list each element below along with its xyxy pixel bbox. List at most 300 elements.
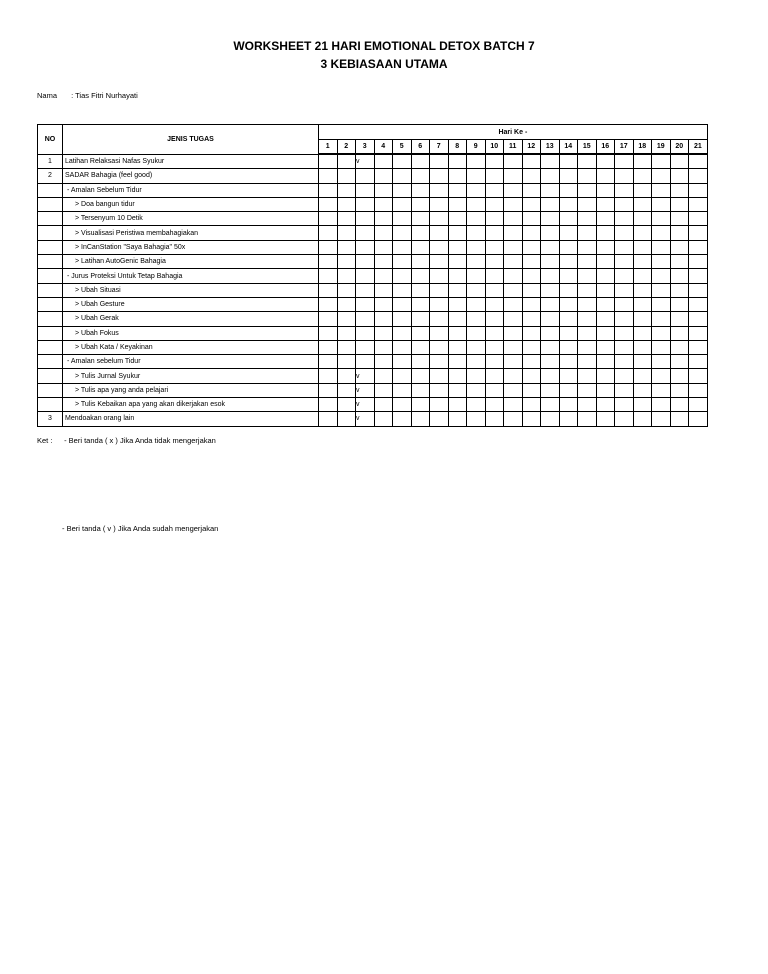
day-cell[interactable]	[467, 326, 486, 340]
day-cell[interactable]	[467, 154, 486, 169]
day-cell[interactable]	[356, 283, 375, 297]
day-cell[interactable]	[337, 183, 356, 197]
day-cell[interactable]	[578, 169, 597, 183]
day-cell[interactable]	[670, 197, 689, 211]
day-cell[interactable]	[319, 398, 338, 412]
day-cell[interactable]	[522, 269, 541, 283]
day-cell[interactable]	[356, 326, 375, 340]
day-cell[interactable]	[689, 326, 708, 340]
day-cell[interactable]	[448, 398, 467, 412]
day-cell[interactable]	[467, 369, 486, 383]
day-cell[interactable]	[374, 312, 393, 326]
day-cell[interactable]: v	[356, 154, 375, 169]
day-cell[interactable]	[689, 269, 708, 283]
day-cell[interactable]	[541, 154, 560, 169]
day-cell[interactable]	[559, 369, 578, 383]
day-cell[interactable]	[596, 169, 615, 183]
day-cell[interactable]	[504, 197, 523, 211]
day-cell[interactable]	[448, 383, 467, 397]
day-cell[interactable]	[467, 340, 486, 354]
day-cell[interactable]	[356, 269, 375, 283]
day-cell[interactable]	[430, 297, 449, 311]
day-cell[interactable]	[596, 312, 615, 326]
day-cell[interactable]	[374, 383, 393, 397]
day-cell[interactable]	[485, 169, 504, 183]
day-cell[interactable]	[393, 212, 412, 226]
day-cell[interactable]	[615, 297, 634, 311]
day-cell[interactable]	[504, 383, 523, 397]
day-cell[interactable]	[319, 269, 338, 283]
day-cell[interactable]	[578, 383, 597, 397]
day-cell[interactable]	[541, 383, 560, 397]
day-cell[interactable]	[541, 340, 560, 354]
day-cell[interactable]	[485, 154, 504, 169]
day-cell[interactable]	[393, 226, 412, 240]
day-cell[interactable]	[522, 283, 541, 297]
day-cell[interactable]	[430, 169, 449, 183]
day-cell[interactable]	[430, 154, 449, 169]
day-cell[interactable]	[559, 169, 578, 183]
day-cell[interactable]	[467, 283, 486, 297]
day-cell[interactable]	[411, 297, 430, 311]
day-cell[interactable]	[448, 212, 467, 226]
day-cell[interactable]	[652, 255, 671, 269]
day-cell[interactable]	[485, 340, 504, 354]
day-cell[interactable]	[652, 283, 671, 297]
day-cell[interactable]	[670, 312, 689, 326]
day-cell[interactable]	[615, 412, 634, 426]
day-cell[interactable]	[670, 369, 689, 383]
day-cell[interactable]	[578, 355, 597, 369]
day-cell[interactable]	[467, 240, 486, 254]
day-cell[interactable]	[430, 197, 449, 211]
day-cell[interactable]	[411, 412, 430, 426]
day-cell[interactable]	[485, 398, 504, 412]
day-cell[interactable]	[615, 183, 634, 197]
day-cell[interactable]	[393, 355, 412, 369]
day-cell[interactable]	[504, 226, 523, 240]
day-cell[interactable]	[485, 183, 504, 197]
day-cell[interactable]	[541, 326, 560, 340]
day-cell[interactable]	[319, 369, 338, 383]
day-cell[interactable]	[652, 169, 671, 183]
day-cell[interactable]	[522, 340, 541, 354]
day-cell[interactable]	[541, 312, 560, 326]
day-cell[interactable]: v	[356, 369, 375, 383]
day-cell[interactable]	[411, 383, 430, 397]
day-cell[interactable]	[522, 183, 541, 197]
day-cell[interactable]	[689, 226, 708, 240]
day-cell[interactable]	[541, 269, 560, 283]
day-cell[interactable]	[596, 340, 615, 354]
day-cell[interactable]	[319, 183, 338, 197]
day-cell[interactable]	[578, 226, 597, 240]
day-cell[interactable]	[652, 369, 671, 383]
day-cell[interactable]	[411, 240, 430, 254]
day-cell[interactable]	[615, 212, 634, 226]
day-cell[interactable]	[596, 154, 615, 169]
day-cell[interactable]	[578, 340, 597, 354]
day-cell[interactable]	[578, 297, 597, 311]
day-cell[interactable]	[485, 369, 504, 383]
day-cell[interactable]	[652, 326, 671, 340]
day-cell[interactable]	[319, 355, 338, 369]
day-cell[interactable]	[448, 340, 467, 354]
day-cell[interactable]	[504, 412, 523, 426]
day-cell[interactable]	[559, 183, 578, 197]
day-cell[interactable]	[374, 212, 393, 226]
day-cell[interactable]	[485, 326, 504, 340]
day-cell[interactable]	[652, 383, 671, 397]
day-cell[interactable]	[319, 326, 338, 340]
day-cell[interactable]	[430, 369, 449, 383]
day-cell[interactable]	[652, 226, 671, 240]
day-cell[interactable]	[615, 355, 634, 369]
day-cell[interactable]	[633, 226, 652, 240]
day-cell[interactable]	[448, 297, 467, 311]
day-cell[interactable]	[504, 297, 523, 311]
day-cell[interactable]	[541, 212, 560, 226]
day-cell[interactable]	[689, 240, 708, 254]
day-cell[interactable]	[559, 212, 578, 226]
day-cell[interactable]	[689, 154, 708, 169]
day-cell[interactable]	[467, 269, 486, 283]
day-cell[interactable]	[356, 355, 375, 369]
day-cell[interactable]	[430, 312, 449, 326]
day-cell[interactable]	[411, 283, 430, 297]
day-cell[interactable]	[448, 412, 467, 426]
day-cell[interactable]	[541, 297, 560, 311]
day-cell[interactable]	[633, 197, 652, 211]
day-cell[interactable]	[578, 412, 597, 426]
day-cell[interactable]	[578, 154, 597, 169]
day-cell[interactable]	[559, 355, 578, 369]
day-cell[interactable]	[411, 255, 430, 269]
day-cell[interactable]	[633, 398, 652, 412]
day-cell[interactable]	[319, 312, 338, 326]
day-cell[interactable]	[374, 197, 393, 211]
day-cell[interactable]	[448, 269, 467, 283]
day-cell[interactable]	[541, 355, 560, 369]
day-cell[interactable]	[504, 283, 523, 297]
day-cell[interactable]	[393, 312, 412, 326]
day-cell[interactable]	[504, 340, 523, 354]
day-cell[interactable]	[522, 412, 541, 426]
day-cell[interactable]	[337, 369, 356, 383]
day-cell[interactable]	[596, 297, 615, 311]
day-cell[interactable]	[485, 255, 504, 269]
day-cell[interactable]	[559, 297, 578, 311]
day-cell[interactable]	[374, 297, 393, 311]
day-cell[interactable]	[559, 383, 578, 397]
day-cell[interactable]	[356, 212, 375, 226]
day-cell[interactable]	[615, 154, 634, 169]
day-cell[interactable]	[541, 169, 560, 183]
day-cell[interactable]	[374, 269, 393, 283]
day-cell[interactable]	[337, 297, 356, 311]
day-cell[interactable]	[689, 197, 708, 211]
day-cell[interactable]	[596, 269, 615, 283]
day-cell[interactable]	[559, 412, 578, 426]
day-cell[interactable]	[633, 412, 652, 426]
day-cell[interactable]	[541, 412, 560, 426]
day-cell[interactable]	[596, 212, 615, 226]
day-cell[interactable]	[411, 355, 430, 369]
day-cell[interactable]	[411, 326, 430, 340]
day-cell[interactable]	[670, 212, 689, 226]
day-cell[interactable]	[615, 340, 634, 354]
day-cell[interactable]	[393, 169, 412, 183]
day-cell[interactable]	[615, 197, 634, 211]
day-cell[interactable]	[411, 169, 430, 183]
day-cell[interactable]	[522, 154, 541, 169]
day-cell[interactable]	[393, 340, 412, 354]
day-cell[interactable]	[670, 355, 689, 369]
day-cell[interactable]	[541, 255, 560, 269]
day-cell[interactable]	[559, 255, 578, 269]
day-cell[interactable]	[504, 355, 523, 369]
day-cell[interactable]	[337, 154, 356, 169]
day-cell[interactable]	[411, 183, 430, 197]
day-cell[interactable]	[652, 197, 671, 211]
day-cell[interactable]	[356, 183, 375, 197]
day-cell[interactable]	[559, 197, 578, 211]
day-cell[interactable]	[430, 340, 449, 354]
day-cell[interactable]	[652, 183, 671, 197]
day-cell[interactable]	[522, 312, 541, 326]
day-cell[interactable]	[522, 255, 541, 269]
day-cell[interactable]	[559, 226, 578, 240]
day-cell[interactable]	[689, 312, 708, 326]
day-cell[interactable]	[633, 312, 652, 326]
day-cell[interactable]	[522, 383, 541, 397]
day-cell[interactable]	[319, 255, 338, 269]
day-cell[interactable]	[559, 398, 578, 412]
day-cell[interactable]	[522, 326, 541, 340]
day-cell[interactable]	[411, 154, 430, 169]
day-cell[interactable]	[337, 197, 356, 211]
day-cell[interactable]	[430, 226, 449, 240]
day-cell[interactable]	[504, 326, 523, 340]
day-cell[interactable]	[615, 169, 634, 183]
day-cell[interactable]	[615, 255, 634, 269]
day-cell[interactable]	[504, 269, 523, 283]
day-cell[interactable]	[356, 197, 375, 211]
day-cell[interactable]	[319, 226, 338, 240]
day-cell[interactable]	[467, 226, 486, 240]
day-cell[interactable]	[541, 283, 560, 297]
day-cell[interactable]	[485, 197, 504, 211]
day-cell[interactable]	[689, 169, 708, 183]
day-cell[interactable]	[374, 326, 393, 340]
day-cell[interactable]	[559, 340, 578, 354]
day-cell[interactable]	[689, 183, 708, 197]
day-cell[interactable]	[689, 340, 708, 354]
day-cell[interactable]	[522, 240, 541, 254]
day-cell[interactable]	[633, 183, 652, 197]
day-cell[interactable]	[411, 398, 430, 412]
day-cell[interactable]	[633, 297, 652, 311]
day-cell[interactable]	[670, 283, 689, 297]
day-cell[interactable]	[596, 398, 615, 412]
day-cell[interactable]	[356, 169, 375, 183]
day-cell[interactable]	[615, 398, 634, 412]
day-cell[interactable]	[485, 283, 504, 297]
day-cell[interactable]	[559, 326, 578, 340]
day-cell[interactable]	[504, 212, 523, 226]
day-cell[interactable]	[467, 412, 486, 426]
day-cell[interactable]	[374, 412, 393, 426]
day-cell[interactable]	[448, 197, 467, 211]
day-cell[interactable]	[411, 312, 430, 326]
day-cell[interactable]	[596, 197, 615, 211]
day-cell[interactable]	[337, 212, 356, 226]
day-cell[interactable]	[337, 169, 356, 183]
day-cell[interactable]	[615, 383, 634, 397]
day-cell[interactable]: v	[356, 398, 375, 412]
day-cell[interactable]	[374, 355, 393, 369]
day-cell[interactable]	[596, 355, 615, 369]
day-cell[interactable]	[319, 154, 338, 169]
day-cell[interactable]	[393, 383, 412, 397]
day-cell[interactable]	[578, 269, 597, 283]
day-cell[interactable]	[467, 383, 486, 397]
day-cell[interactable]	[430, 383, 449, 397]
day-cell[interactable]	[652, 212, 671, 226]
day-cell[interactable]	[411, 269, 430, 283]
day-cell[interactable]	[559, 240, 578, 254]
day-cell[interactable]	[689, 212, 708, 226]
day-cell[interactable]	[541, 240, 560, 254]
day-cell[interactable]	[504, 240, 523, 254]
day-cell[interactable]	[670, 269, 689, 283]
day-cell[interactable]	[467, 212, 486, 226]
day-cell[interactable]	[652, 240, 671, 254]
day-cell[interactable]	[485, 355, 504, 369]
day-cell[interactable]	[485, 240, 504, 254]
day-cell[interactable]	[504, 154, 523, 169]
day-cell[interactable]	[430, 283, 449, 297]
day-cell[interactable]	[670, 154, 689, 169]
day-cell[interactable]	[522, 212, 541, 226]
day-cell[interactable]	[374, 283, 393, 297]
day-cell[interactable]	[652, 269, 671, 283]
day-cell[interactable]	[652, 297, 671, 311]
day-cell[interactable]	[430, 212, 449, 226]
day-cell[interactable]	[652, 340, 671, 354]
day-cell[interactable]	[411, 197, 430, 211]
day-cell[interactable]	[689, 383, 708, 397]
day-cell[interactable]	[393, 283, 412, 297]
day-cell[interactable]	[356, 240, 375, 254]
day-cell[interactable]	[596, 240, 615, 254]
day-cell[interactable]	[541, 398, 560, 412]
day-cell[interactable]	[578, 197, 597, 211]
day-cell[interactable]	[411, 369, 430, 383]
day-cell[interactable]	[670, 412, 689, 426]
day-cell[interactable]	[596, 183, 615, 197]
day-cell[interactable]	[337, 226, 356, 240]
day-cell[interactable]	[689, 297, 708, 311]
day-cell[interactable]	[467, 398, 486, 412]
day-cell[interactable]	[578, 240, 597, 254]
day-cell[interactable]	[522, 369, 541, 383]
day-cell[interactable]	[430, 255, 449, 269]
day-cell[interactable]	[652, 355, 671, 369]
day-cell[interactable]	[430, 355, 449, 369]
day-cell[interactable]	[596, 255, 615, 269]
day-cell[interactable]	[393, 412, 412, 426]
day-cell[interactable]	[652, 312, 671, 326]
day-cell[interactable]: v	[356, 412, 375, 426]
day-cell[interactable]	[633, 369, 652, 383]
day-cell[interactable]	[448, 183, 467, 197]
day-cell[interactable]	[374, 255, 393, 269]
day-cell[interactable]	[374, 169, 393, 183]
day-cell[interactable]	[615, 283, 634, 297]
day-cell[interactable]	[522, 398, 541, 412]
day-cell[interactable]	[578, 369, 597, 383]
day-cell[interactable]	[337, 398, 356, 412]
day-cell[interactable]	[596, 383, 615, 397]
day-cell[interactable]	[504, 312, 523, 326]
day-cell[interactable]	[337, 355, 356, 369]
day-cell[interactable]	[393, 326, 412, 340]
day-cell[interactable]	[652, 154, 671, 169]
day-cell[interactable]	[430, 326, 449, 340]
day-cell[interactable]	[633, 269, 652, 283]
day-cell[interactable]	[578, 212, 597, 226]
day-cell[interactable]	[633, 383, 652, 397]
day-cell[interactable]	[448, 169, 467, 183]
day-cell[interactable]	[430, 183, 449, 197]
day-cell[interactable]	[633, 240, 652, 254]
day-cell[interactable]	[374, 154, 393, 169]
day-cell[interactable]	[337, 383, 356, 397]
day-cell[interactable]	[504, 369, 523, 383]
day-cell[interactable]	[522, 226, 541, 240]
day-cell[interactable]	[633, 154, 652, 169]
day-cell[interactable]	[448, 312, 467, 326]
day-cell[interactable]	[393, 197, 412, 211]
day-cell[interactable]	[319, 240, 338, 254]
day-cell[interactable]	[430, 269, 449, 283]
day-cell[interactable]	[337, 240, 356, 254]
day-cell[interactable]	[578, 312, 597, 326]
day-cell[interactable]	[689, 255, 708, 269]
day-cell[interactable]	[467, 169, 486, 183]
day-cell[interactable]	[374, 340, 393, 354]
day-cell[interactable]	[485, 269, 504, 283]
day-cell[interactable]	[319, 212, 338, 226]
day-cell[interactable]	[541, 369, 560, 383]
day-cell[interactable]	[393, 369, 412, 383]
day-cell[interactable]	[670, 240, 689, 254]
day-cell[interactable]	[319, 169, 338, 183]
day-cell[interactable]	[485, 412, 504, 426]
day-cell[interactable]	[670, 297, 689, 311]
day-cell[interactable]	[374, 226, 393, 240]
day-cell[interactable]	[393, 269, 412, 283]
day-cell[interactable]	[356, 340, 375, 354]
day-cell[interactable]	[615, 369, 634, 383]
day-cell[interactable]	[337, 269, 356, 283]
day-cell[interactable]	[337, 312, 356, 326]
day-cell[interactable]	[596, 369, 615, 383]
day-cell[interactable]	[411, 340, 430, 354]
day-cell[interactable]	[337, 283, 356, 297]
day-cell[interactable]	[504, 183, 523, 197]
